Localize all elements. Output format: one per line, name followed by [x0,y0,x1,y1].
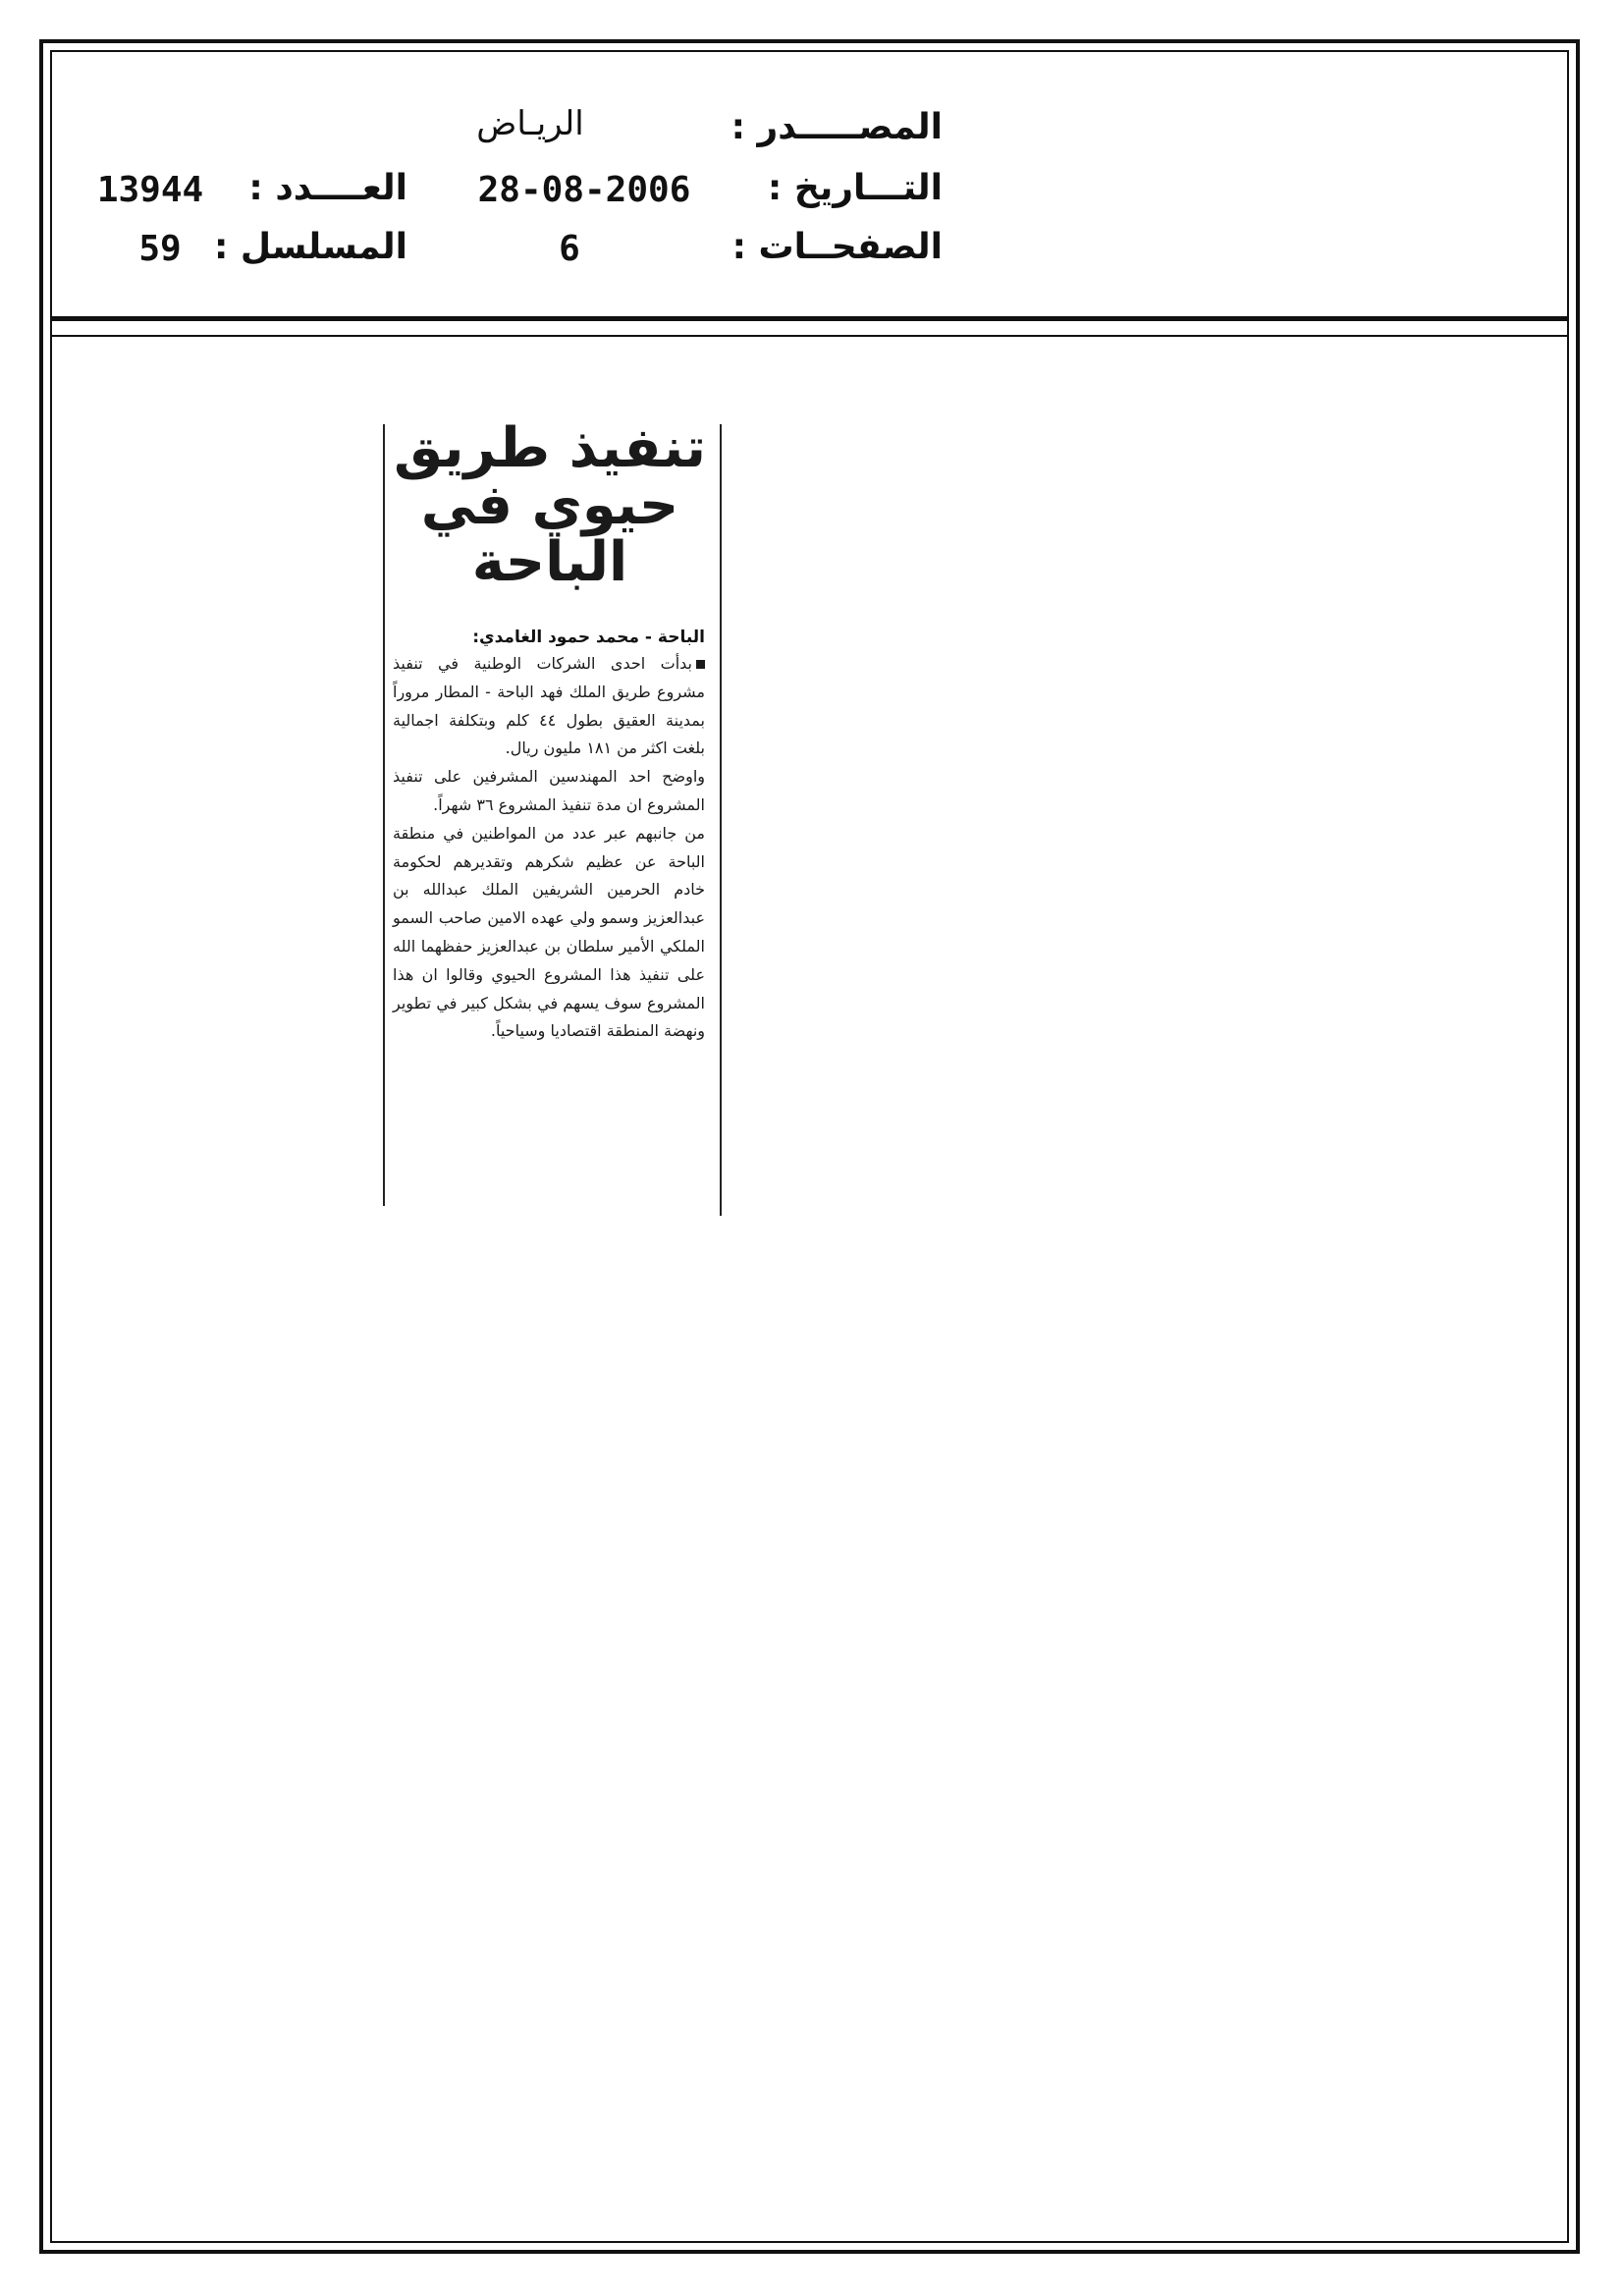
source-label: المصـــــدر : [730,107,943,147]
page-frame-inner [50,50,1569,2243]
issue-value: 13944 [96,170,204,210]
date-value: 28-08-2006 [477,170,691,210]
article-headline: تنفيذ طريق حيوي في الباحة [394,416,706,594]
date-label: التـــاريخ : [767,168,943,208]
pages-label: الصفحــات : [731,227,943,267]
article-paragraph: بدأت احدى الشركات الوطنية في تنفيذ مشروع طريق الملك فهد الباحة - المطار مروراً بمدينة العقيق بطول ٤٤ كلم وبتكلفة اجمالية بلغت اكثر من ١٨١ مليون ريال. [393,654,706,758]
serial-label: المسلسل : [213,227,407,267]
issue-label: العــــدد : [248,168,407,208]
source-value: الريـاض [476,104,584,143]
article-paragraph: واوضح احد المهندسين المشرفين على تنفيذ المشروع ان مدة تنفيذ المشروع ٣٦ شهراً. [393,767,705,814]
article-byline: الباحة - محمد حمود الغامدي: [472,628,705,647]
bullet-icon [696,660,705,669]
header-divider [50,316,1569,321]
column-rule-left [383,424,385,1206]
header-divider-thin [50,335,1569,337]
pages-value: 6 [559,229,580,269]
serial-value: 59 [138,229,182,269]
column-rule-right [720,424,722,1216]
article-body [393,650,705,1046]
article-paragraph: من جانبهم عبر عدد من المواطنين في منطقة الباحة عن عظيم شكرهم وتقديرهم لحكومة خادم الحرمين الشريفين الملك عبدالله بن عبدالعزيز وسمو ولي عهده الامين صاحب السمو الملكي الأمير سلطان بن عبدالعزيز حفظهما الله على تنفيذ هذا المشروع الحيوي وقالوا ان هذا المشروع سوف يسهم في بشكل كبير في تطوير ونهضة المنطقة اقتصاديا وسياحياً. [393,823,705,1041]
